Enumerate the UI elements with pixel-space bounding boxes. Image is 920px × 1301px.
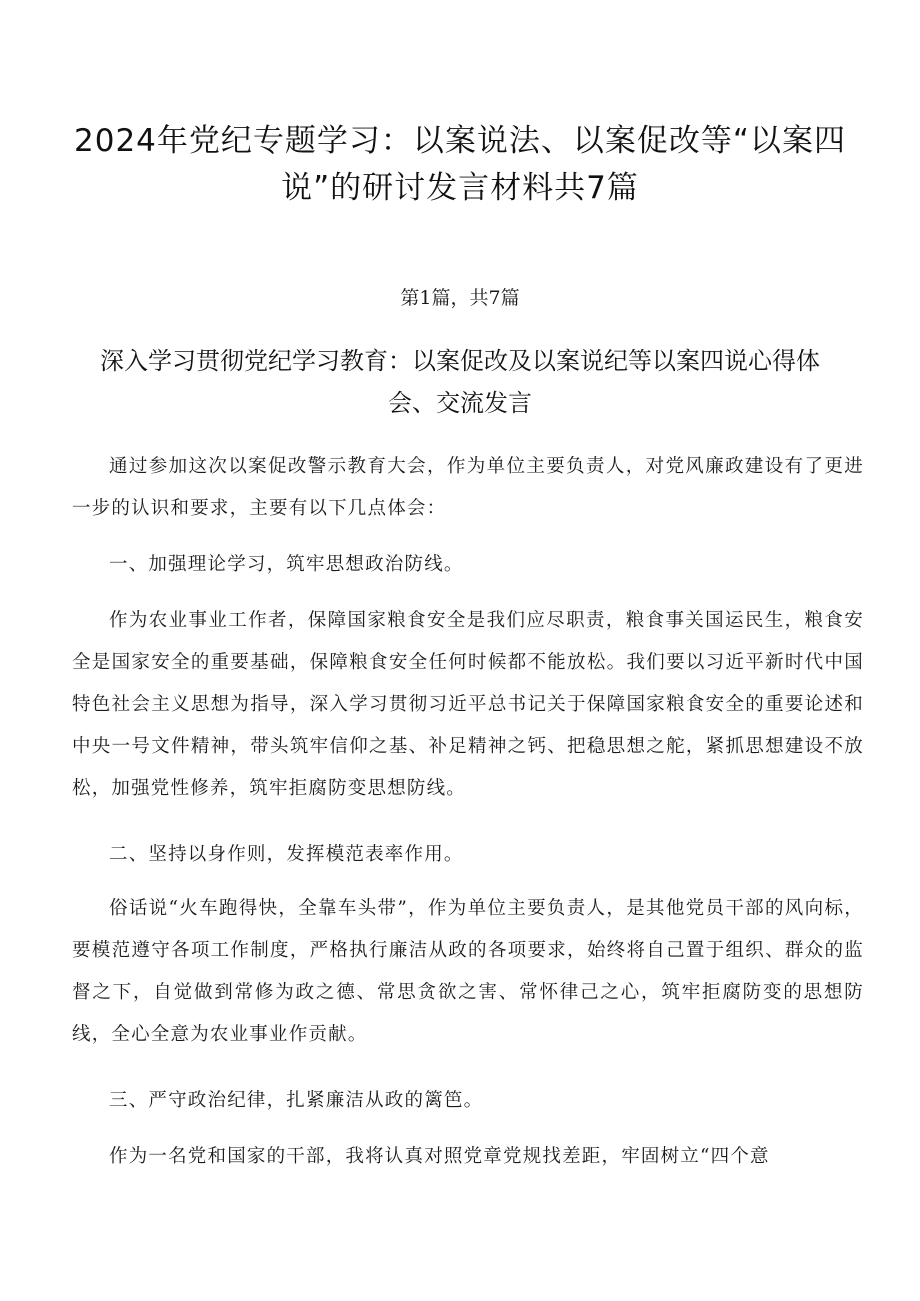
paragraph-intro: 通过参加这次以案促改警示教育大会，作为单位主要负责人，对党风廉政建设有了更进一步的认识和要求，主要有以下几点体会： bbox=[72, 456, 864, 519]
article-title: 深入学习贯彻党纪学习教育：以案促改及以案说纪等以案四说心得体会、交流发言 bbox=[100, 347, 820, 417]
paragraph-section-1: 作为农业事业工作者，保障国家粮食安全是我们应尽职责，粮食事关国运民生，粮食安全是国家安全的重要基础，保障粮食安全任何时候都不能放松。我们要以习近平新时代中国特色社会主义思想为指导，深入学习贯彻习近平总书记关于保障国家粮食安全的重要论述和中央一号文件精神，带头筑牢信仰之基、补足精神之钙、把稳思想之舵，紧抓思想建设不放松，加强党性修养，筑牢拒腐防变思想防线。 bbox=[72, 610, 864, 799]
part-label: 第1篇，共7篇 bbox=[400, 287, 520, 309]
section-heading-2: 二、坚持以身作则，发挥模范表率作用。 bbox=[109, 844, 464, 865]
document-title: 2024年党纪专题学习：以案说法、以案促改等“以案四说”的研讨发言材料共7篇 bbox=[74, 123, 846, 206]
section-heading-1: 一、加强理论学习，筑牢思想政治防线。 bbox=[109, 554, 464, 575]
paragraph-section-2: 俗话说“火车跑得快，全靠车头带”，作为单位主要负责人，是其他党员干部的风向标，要模范遵守各项工作制度，严格执行廉洁从政的各项要求，始终将自己置于组织、群众的监督之下，自觉做到常修为政之德、常思贪欲之害、常怀律己之心，筑牢拒腐防变的思想防线，全心全意为农业事业作贡献。 bbox=[72, 898, 864, 1045]
paragraph-section-3: 作为一名党和国家的干部，我将认真对照党章党规找差距，牢固树立“四个意 bbox=[109, 1146, 770, 1167]
section-heading-3: 三、严守政治纪律，扎紧廉洁从政的篱笆。 bbox=[109, 1090, 484, 1111]
